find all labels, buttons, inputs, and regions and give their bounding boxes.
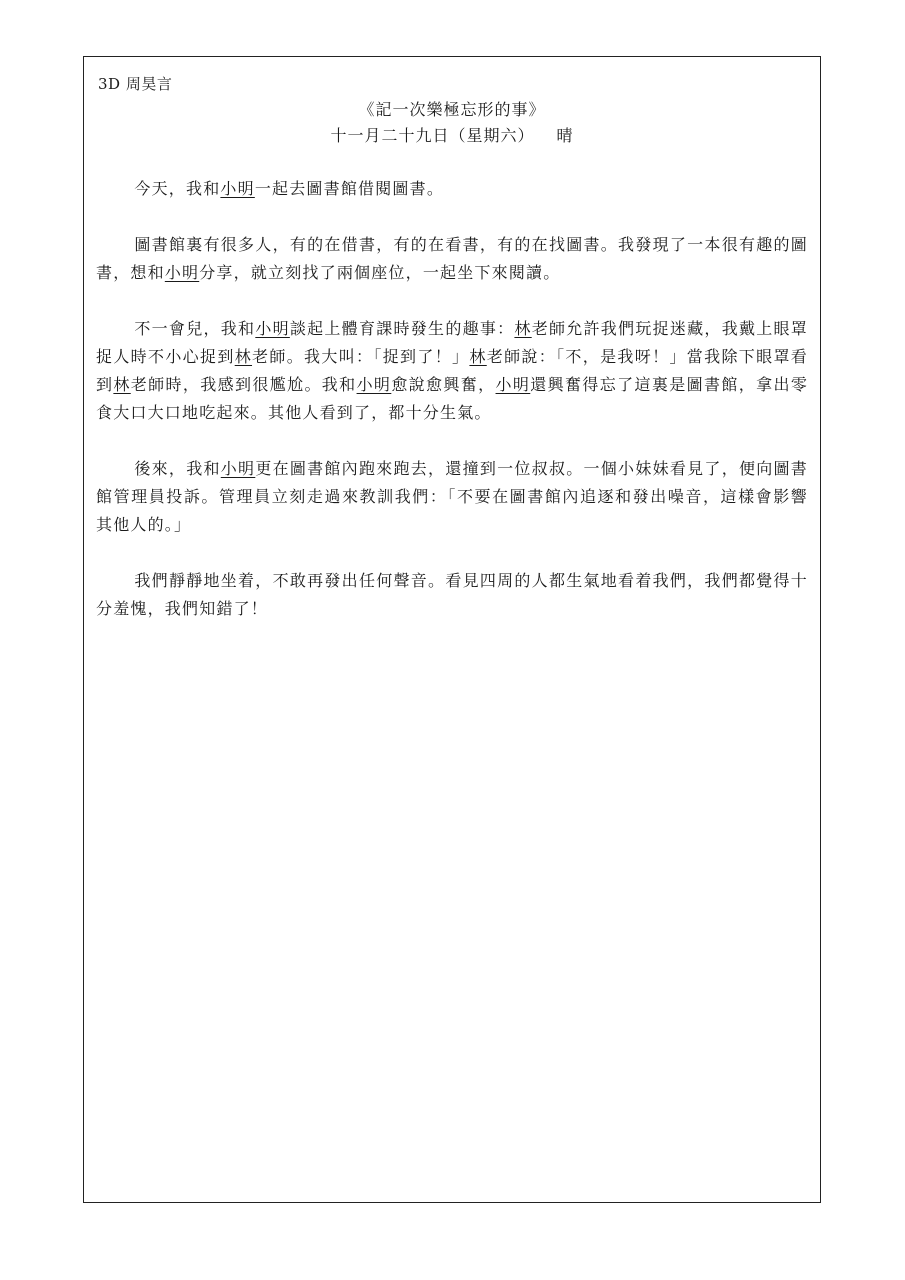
weather-text: 晴 — [556, 126, 574, 145]
proper-name: 小明 — [255, 319, 290, 338]
proper-name: 小明 — [220, 179, 255, 198]
paragraph — [96, 315, 808, 427]
paragraph-text: 老師時，我感到很尷尬。我和 — [130, 375, 357, 394]
paragraph-text: 愈說愈興奮， — [391, 375, 496, 394]
paragraph-text: 一起去圖書館借閱圖書。 — [254, 179, 445, 198]
date-line — [84, 123, 820, 146]
paragraph-text: 更在圖書館內跑來跑去，還撞到一位叔叔。一個小妹妹看見了，便向圖書館管理員投訴。管理員立刻走過來教訓我們：「不要在圖書館內追逐和發出噪音，這樣會影響其他人的。」 — [96, 459, 808, 534]
date-text: 十一月二十九日（星期六） — [330, 126, 535, 145]
paragraph-text: 圖書館裏有很多人，有的在借書，有的在看書，有的在找圖書。我發現了一本很有趣的圖書，想和 — [96, 235, 808, 282]
paragraph-text: 我們靜靜地坐着，不敢再發出任何聲音。看見四周的人都生氣地看着我們，我們都覺得十分羞愧，我們知錯了！ — [96, 571, 808, 618]
page-frame — [83, 56, 821, 1203]
proper-name: 林 — [514, 319, 532, 338]
paragraph-text: 老師。我大叫：「捉到了！」 — [252, 347, 470, 366]
paragraph-text: 今天，我和 — [134, 179, 221, 198]
author-label: 3D 周昊言 — [98, 75, 173, 93]
paragraph-text: 老師說：「不，是我呀！」當我除下眼罩看到 — [96, 347, 808, 394]
paragraph-text: 分享，就立刻找了兩個座位，一起坐下來閱讀。 — [199, 263, 561, 282]
paragraph — [96, 231, 808, 287]
paragraph-text: 不一會兒，我和 — [134, 319, 256, 338]
paragraph — [96, 455, 808, 539]
paragraph — [96, 567, 808, 623]
proper-name: 小明 — [356, 375, 392, 394]
essay-body — [96, 175, 808, 651]
proper-name: 小明 — [164, 263, 200, 282]
proper-name: 林 — [234, 347, 253, 366]
proper-name: 林 — [469, 347, 487, 366]
paragraph — [96, 175, 808, 203]
proper-name: 小明 — [495, 375, 531, 394]
proper-name: 林 — [113, 375, 131, 394]
paragraph-text: 談起上體育課時發生的趣事： — [289, 319, 515, 338]
essay-title: 《記一次樂極忘形的事》 — [358, 100, 546, 119]
paragraph-text: 還興奮得忘了這裏是圖書館，拿出零食大口大口地吃起來。其他人看到了，都十分生氣。 — [96, 375, 809, 422]
paragraph-text: 後來，我和 — [134, 459, 221, 478]
proper-name: 小明 — [220, 459, 256, 478]
paragraph-text: 老師允許我們玩捉迷藏，我戴上眼罩捉人時不小心捉到 — [96, 319, 809, 366]
